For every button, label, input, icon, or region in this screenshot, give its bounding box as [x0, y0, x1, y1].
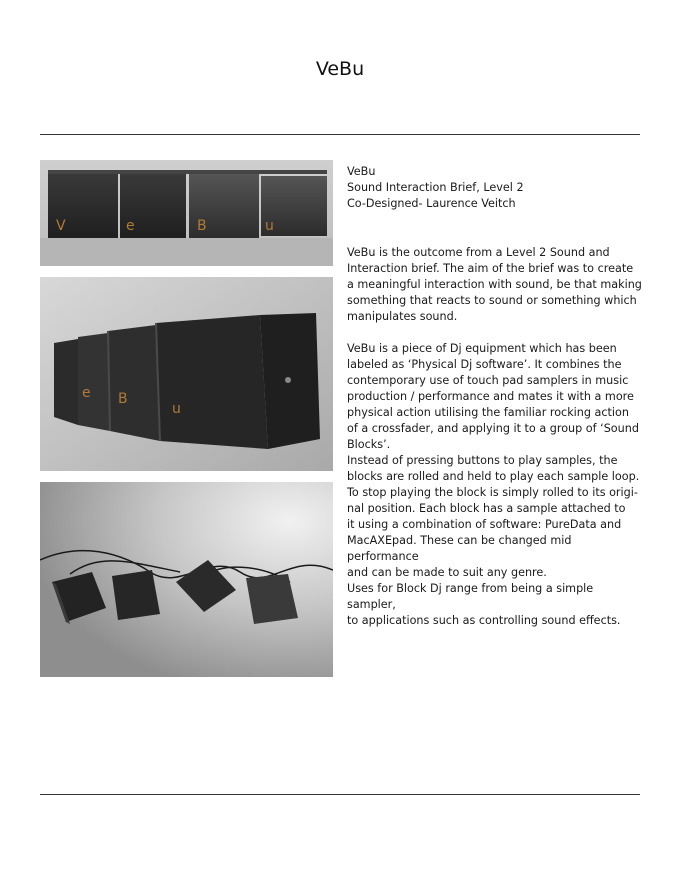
body-p2-l4: production / performance and mates it with a more: [347, 390, 634, 403]
top-divider: [40, 134, 640, 135]
photo-blocks-angled: [40, 277, 333, 471]
angled-letter-e: e: [82, 385, 91, 401]
block-letter-b: B: [197, 218, 207, 234]
body-p2-l10: To stop playing the block is simply rolled to its origi-: [347, 486, 638, 499]
body-p2-l5: physical action utilising the familiar rocking action: [347, 406, 629, 419]
bottom-divider: [40, 794, 640, 795]
body-p2-l7: Blocks’.: [347, 438, 391, 451]
block-letter-u: u: [265, 218, 274, 234]
body-p2-l12: it using a combination of software: PureData and: [347, 518, 622, 531]
body-p1-l1: VeBu is the outcome from a Level 2 Sound and: [347, 246, 610, 259]
body-p2-l1: VeBu is a piece of Dj equipment which has been: [347, 342, 617, 355]
photo-blocks-front: [40, 160, 333, 266]
body-p2-l14: and can be made to suit any genre.: [347, 566, 547, 579]
photo-cubes-with-cables: [40, 482, 333, 677]
block-letter-e: e: [126, 218, 135, 234]
body-p1-l3: a meaningful interaction with sound, be that making: [347, 278, 642, 291]
body-p2-l9: blocks are rolled and held to play each sample loop.: [347, 470, 640, 483]
block-letter-v: V: [56, 218, 66, 234]
page-title: VeBu: [315, 58, 365, 80]
angled-letter-b: B: [118, 391, 128, 407]
angled-letter-u: u: [172, 401, 181, 417]
body-p1-l5: manipulates sound.: [347, 310, 458, 323]
header-line-2: Sound Interaction Brief, Level 2: [347, 181, 524, 194]
body-p1-l2: Interaction brief. The aim of the brief was to create: [347, 262, 634, 275]
body-p2-l6: of a crossfader, and applying it to a group of ‘Sound: [347, 422, 639, 435]
body-p2-l16: to applications such as controlling sound effects.: [347, 614, 621, 627]
body-p2-l15: Uses for Block Dj range from being a simple sampler,: [347, 582, 594, 611]
body-p2-l8: Instead of pressing buttons to play samples, the: [347, 454, 618, 467]
body-p2-l11: nal position. Each block has a sample attached to: [347, 502, 626, 515]
body-p2-l2: labeled as ‘Physical Dj software’. It combines the: [347, 358, 622, 371]
header-line-3: Co-Designed- Laurence Veitch: [347, 197, 516, 210]
body-p1-l4: something that reacts to sound or something which: [347, 294, 637, 307]
header-line-1: VeBu: [347, 165, 376, 178]
description-column: [347, 164, 642, 629]
body-p2-l13: MacAXEpad. These can be changed mid performance: [347, 534, 572, 563]
body-p2-l3: contemporary use of touch pad samplers in music: [347, 374, 629, 387]
